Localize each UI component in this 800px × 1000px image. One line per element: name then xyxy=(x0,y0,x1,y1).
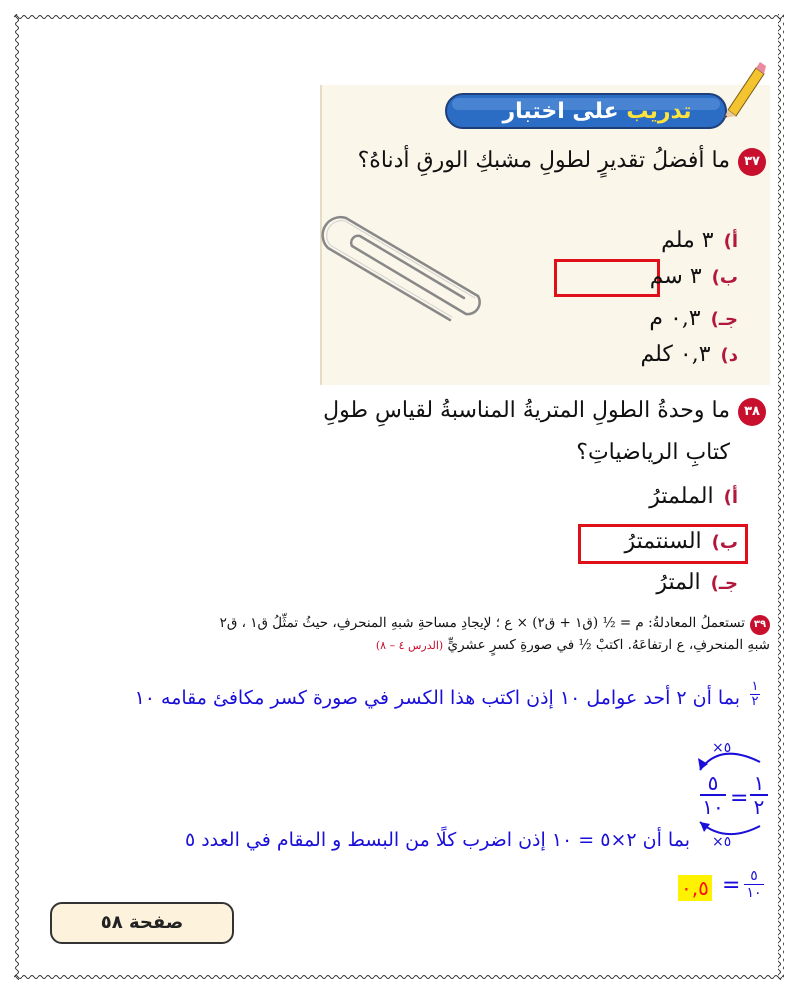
paperclip-icon xyxy=(300,200,500,330)
equiv-fraction-left xyxy=(700,772,726,818)
lesson-reference: (الدرس ٤ – ٨) xyxy=(375,639,444,652)
q37-option-d[interactable] xyxy=(500,340,738,371)
answer-fraction-num: ١ xyxy=(751,679,759,694)
equiv-left-num: ٥ xyxy=(707,771,719,795)
q37-option-c-letter: جـ) xyxy=(710,309,738,330)
banner-title-part2: على اختبار xyxy=(502,99,619,124)
equiv-right-num: ١ xyxy=(753,771,765,795)
final-fraction-den: ١٠ xyxy=(746,885,762,901)
multiplier-bottom: ×٥ xyxy=(712,834,732,850)
question-39-line2: شبهِ المنحرفِ، ع ارتفاعَهُ. اكتبْ ½ في صورةِ كسرٍ عشريٍّ xyxy=(447,637,770,653)
question-38-number: ٣٨ xyxy=(738,398,766,426)
q37-option-b-letter: ب) xyxy=(711,267,738,288)
q38-option-b-letter: ب) xyxy=(711,532,738,553)
q38-option-c-text: المترُ xyxy=(656,570,701,595)
answer-fraction-den: ٢ xyxy=(751,694,759,709)
q38-option-c-letter: جـ) xyxy=(710,573,738,594)
q37-option-d-letter: د) xyxy=(720,345,738,366)
question-39-number: ٣٩ xyxy=(750,615,770,635)
q38-option-b-text: السنتمترُ xyxy=(624,529,702,554)
question-39-line2-wrap xyxy=(80,635,770,656)
banner-title xyxy=(482,94,712,130)
equiv-right-den: ٢ xyxy=(753,795,765,819)
answer-line-1: بما أن ٢ أحد عوامل ١٠ إذن اكتب هذا الكسر في صورة كسر مكافئ مقامه ١٠ xyxy=(134,687,740,709)
final-fraction-num: ٥ xyxy=(750,868,758,884)
question-37-number: ٣٧ xyxy=(738,148,766,176)
question-37-text: ما أفضلُ تقديرٍ لطولِ مشبكِ الورقِ أدناهُ؟ xyxy=(357,148,730,173)
answer-fraction-half xyxy=(750,680,760,709)
q37-option-b-text: ٣ سم xyxy=(649,264,702,289)
equiv-left-den: ١٠ xyxy=(702,795,724,819)
q37-option-a-text: ٣ ملم xyxy=(661,228,714,253)
banner-title-part1: تدريب xyxy=(626,99,692,124)
question-38-line1: ما وحدةُ الطولِ المتريةُ المناسبةُ لقياسِ طولِ xyxy=(323,398,730,423)
q37-option-b[interactable] xyxy=(540,262,738,293)
final-decimal-highlight: ٠,٥ xyxy=(678,875,712,901)
q37-option-c-text: ٠,٣ م xyxy=(649,306,701,331)
question-38-line2: كتابِ الرياضياتِ؟ xyxy=(576,440,730,465)
pencil-icon xyxy=(718,60,768,120)
q37-option-c[interactable] xyxy=(540,304,738,335)
answer-line-2: بما أن ٢×٥ = ١٠ إذن اضرب كلًا من البسط و المقام في العدد ٥ xyxy=(184,829,690,851)
q37-option-a[interactable] xyxy=(540,226,738,257)
equals-sign-1: = xyxy=(730,786,749,811)
q38-option-c[interactable] xyxy=(480,568,738,599)
equals-sign-2: = xyxy=(722,873,741,898)
q38-option-a[interactable] xyxy=(480,482,738,513)
question-39-line1: تستعملُ المعادلةُ: م = ½ (ق١ + ق٢) × ع ؛ لإيجادِ مساحةِ شبهِ المنحرفِ، حيثُ تمثِّلُ ق١ ، ق٢ xyxy=(219,615,745,631)
multiplier-top: ×٥ xyxy=(712,740,732,756)
q37-option-d-text: ٠,٣ كلم xyxy=(640,342,711,367)
page-number-label: صفحة ٥٨ xyxy=(50,902,234,944)
q38-option-b[interactable] xyxy=(480,527,738,558)
q38-option-a-text: الملمترُ xyxy=(649,484,714,509)
q38-option-a-letter: أ) xyxy=(723,487,738,508)
equiv-fraction-right xyxy=(750,772,768,818)
final-fraction xyxy=(744,868,764,901)
q37-option-a-letter: أ) xyxy=(723,231,738,252)
